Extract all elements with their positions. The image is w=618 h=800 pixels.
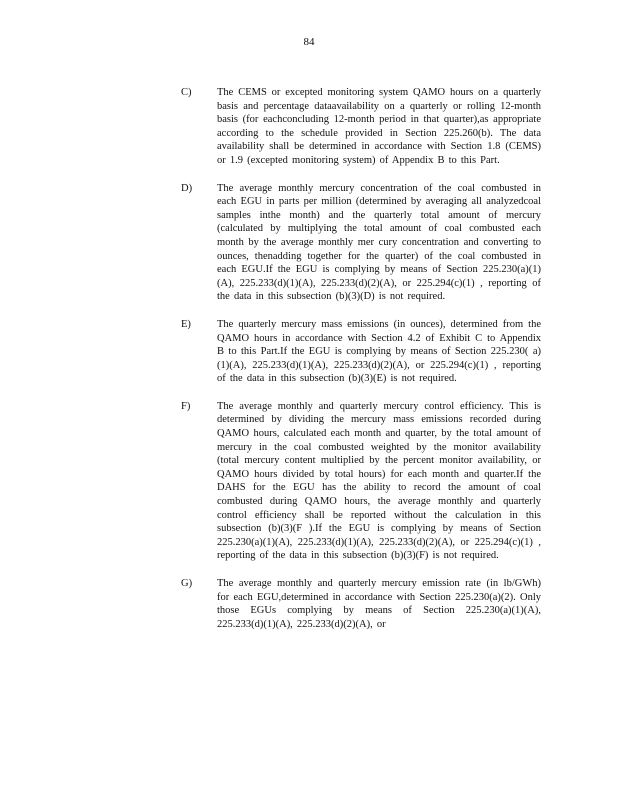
list-item [181, 577, 541, 631]
list-item [181, 182, 541, 304]
item-letter: E) [181, 318, 191, 330]
list-item [181, 86, 541, 168]
list-item [181, 318, 541, 386]
item-text: The average monthly mercury concentration of the coal combusted in each EGU in parts per million (determined by averaging all analyzedcoal samples inthe month) and the quarterly total amount of mercury (calculated by multiplying the total amount of coal combusted each month by the average monthly mer cury concentration and converting to ounces, thenadding together for the quarter) of the coal combusted in each EGU.If the EGU is complying by means of Section 225.230(a)(1)(A), 225.233(d)(1)(A), 225.233(d)(2)(A), or 225.294(c)(1) , reporting of the data in this subsection (b)(3)(D) is not required. [217, 182, 541, 303]
item-letter: F) [181, 400, 191, 412]
item-text: The average monthly and quarterly mercury emission rate (in lb/GWh) for each EGU,determined in accordance with Section 225.230(a)(2). Only those EGUs complying by means of Section 225.230(a)(1)(A), 225.233(d)(1)(A), 225.233(d)(2)(A), or [217, 578, 541, 630]
item-text: The CEMS or excepted monitoring system QAMO hours on a quarterly basis and percentage dataavailability on a quarterly or rolling 12-month basis (for eachconcluding 12-month period in that quarter),as appropriate according to the schedule provided in Section 225.260(b). The data availability shall be determined in accordance with Section 1.8 (CEMS) or 1.9 (excepted monitoring system) of Appendix B to this Part. [217, 87, 541, 166]
item-text: The average monthly and quarterly mercury control efficiency. This is determined by dividing the mercury mass emissions recorded during QAMO hours, calculated each month and quarter, by the total amount of mercury in the coal combusted weighted by the monitor availability (total mercury content multiplied by the percent monitor availability, or QAMO hours divided by total hours) for each month and quarter.If the DAHS for the EGU has the ability to record the amount of coal combusted during QAMO hours, the average monthly and quarterly control efficiency shall be reported without the calculation in this subsection (b)(3)(F ).If the EGU is complying by means of Section 225.230(a)(1)(A), 225.233(d)(1)(A), 225.233(d)(2)(A), or 225.294(c)(1) , reporting of the data in this subsection (b)(3)(F) is not required. [217, 400, 541, 562]
item-text: The quarterly mercury mass emissions (in ounces), determined from the QAMO hours in accordance with Section 4.2 of Exhibit C to Appendix B to this Part.If the EGU is complying by means of Section 225.230( a)(1)(A), 225.233(d)(1)(A), 225.233(d)(2)(A), or 225.294(c)(1) , reporting of the data in this subsection (b)(3)(E) is not required. [217, 318, 541, 385]
item-letter: G) [181, 578, 193, 589]
item-letter: D) [181, 182, 193, 194]
item-letter: C) [181, 87, 192, 98]
page-number: 84 [303, 36, 315, 48]
list-item [181, 400, 541, 563]
document-body [181, 86, 541, 645]
